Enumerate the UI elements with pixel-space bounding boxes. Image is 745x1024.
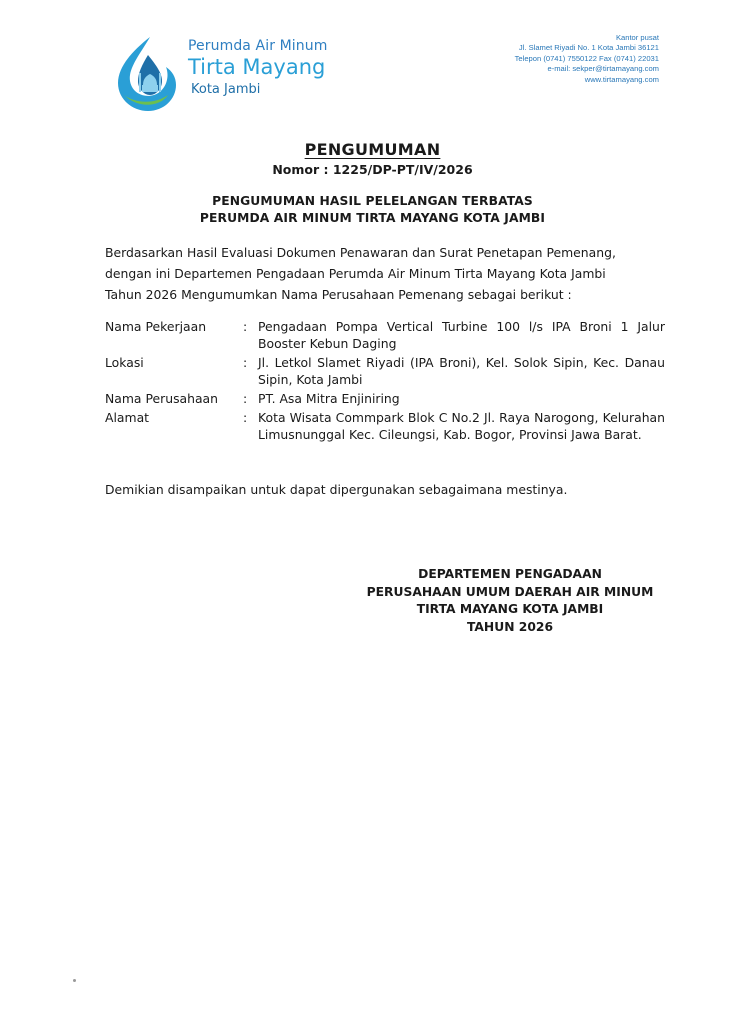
details-table	[105, 318, 665, 443]
signature-line1: DEPARTEMEN PENGADAAN	[418, 567, 602, 581]
detail-separator: :	[243, 319, 248, 334]
detail-label: Nama Perusahaan	[105, 391, 219, 406]
announcement-subtitle	[0, 193, 745, 227]
closing-statement: Demikian disampaikan untuk dapat dipergunakan sebagaimana mestinya.	[105, 482, 568, 497]
signature-line3: TIRTA MAYANG KOTA JAMBI	[416, 602, 604, 616]
detail-separator: :	[243, 410, 248, 425]
contact-office: Kantor pusat	[615, 33, 659, 42]
letterhead	[0, 0, 745, 110]
contact-website: www.tirtamayang.com	[584, 74, 659, 84]
subtitle-line1: PENGUMUMAN HASIL PELELANGAN TERBATAS	[212, 194, 533, 208]
announcement-title: PENGUMUMAN	[304, 140, 441, 159]
detail-row-location	[105, 354, 665, 390]
signature-block	[310, 566, 710, 636]
intro-line2: dengan ini Departemen Pengadaan Perumda Air Minum Tirta Mayang Kota Jambi	[105, 266, 606, 281]
subtitle-line2: PERUMDA AIR MINUM TIRTA MAYANG KOTA JAMBI	[199, 211, 546, 225]
intro-paragraph	[105, 242, 665, 305]
intro-line1: Berdasarkan Hasil Evaluasi Dokumen Penawaran dan Surat Penetapan Pemenang,	[105, 245, 616, 260]
detail-separator: :	[243, 391, 248, 406]
signature-line4: TAHUN 2026	[466, 619, 554, 634]
detail-label: Alamat	[105, 410, 150, 425]
detail-value: Pengadaan Pompa Vertical Turbine 100 l/s IPA Broni 1 Jalur Booster Kebun Daging	[258, 319, 665, 351]
detail-value: PT. Asa Mitra Enjiniring	[258, 391, 400, 406]
contact-email: e-mail: sekper@tirtamayang.com	[547, 64, 659, 74]
water-drop-mosque-logo-icon	[110, 33, 180, 113]
scan-speck	[73, 979, 76, 982]
intro-line3: Tahun 2026 Mengumumkan Nama Perusahaan Pemenang sebagai berikut :	[105, 287, 572, 302]
detail-row-company	[105, 390, 665, 409]
detail-value: Jl. Letkol Slamet Riyadi (IPA Broni), Kel. Solok Sipin, Kec. Danau Sipin, Kota Jambi	[258, 355, 665, 387]
signature-line2: PERUSAHAAN UMUM DAERAH AIR MINUM	[366, 584, 654, 599]
detail-value: Kota Wisata Commpark Blok C No.2 Jl. Raya Narogong, Kelurahan Limusnunggal Kec. Cileungsi, Kab. Bogor, Provinsi Jawa Barat.	[258, 410, 665, 442]
detail-row-address	[105, 409, 665, 443]
org-name-line2: Tirta Mayang	[188, 55, 326, 79]
contact-phone: Telepon (0741) 7550122 Fax (0741) 22031	[514, 53, 659, 63]
detail-label: Nama Pekerjaan	[105, 319, 207, 334]
announcement-number: Nomor : 1225/DP-PT/IV/2026	[272, 162, 473, 177]
contact-block	[515, 33, 659, 85]
detail-separator: :	[243, 355, 248, 370]
detail-label: Lokasi	[105, 355, 144, 370]
org-name-line3: Kota Jambi	[191, 82, 261, 97]
org-name-line1: Perumda Air Minum	[188, 38, 328, 54]
detail-row-job	[105, 318, 665, 354]
contact-address: Jl. Slamet Riyadi No. 1 Kota Jambi 36121	[518, 43, 659, 53]
